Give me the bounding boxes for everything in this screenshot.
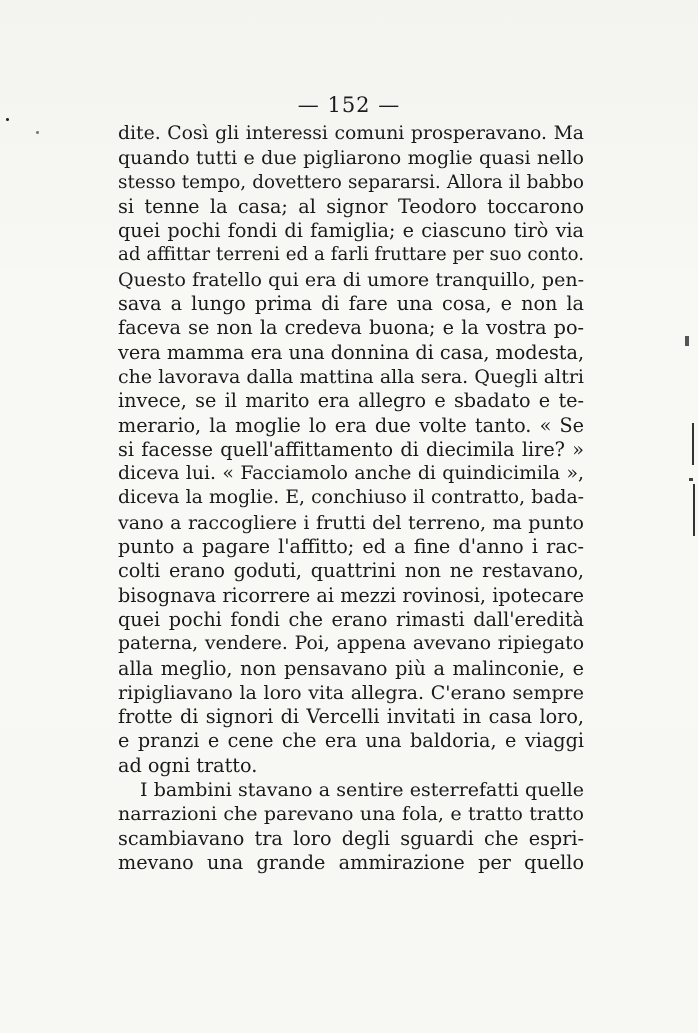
margin-mark [692,423,694,465]
text-line: diceva lui. « Facciamolo anche di quindicimila », [118,463,584,485]
text-line: si facesse quell'affittamento di diecimila lire? » [118,437,584,461]
body-text [118,122,584,875]
text-line: quando tutti e due pigliarono moglie quasi nello [118,147,584,170]
text-line: sava a lungo prima di fare una cosa, e non la [118,292,584,316]
text-line: narrazioni che parevano una fola, e tratto tratto [118,803,584,826]
margin-mark [693,484,695,536]
text-line: faceva se non la credeva buona; e la vostra po- [118,316,584,340]
text-line: merario, la moglie lo era due volte tanto. « Se [118,413,584,437]
text-line: vera mamma era una donnina di casa, modesta, [118,340,584,364]
text-line: e pranzi e cene che era una baldoria, e viaggi [118,729,584,753]
text-line: bisognava ricorrere ai mezzi rovinosi, ipotecare [118,583,584,607]
margin-mark [685,336,689,346]
text-line: scambiavano tra loro degli sguardi che espri- [118,826,584,850]
text-line: quei pochi fondi che erano rimasti dall'eredità [118,607,584,631]
text-line: ad ogni tratto. [118,753,258,777]
text-line: stesso tempo, dovettero separarsi. Allora il babbo [118,171,584,193]
text-line: paterna, vendere. Poi, appena avevano ripiegato [118,633,584,655]
margin-mark [6,118,9,121]
text-line: invece, se il marito era allegro e sbadato e te- [118,389,584,413]
text-line: quei pochi fondi di famiglia; e ciascuno tirò via [118,219,584,243]
text-line: Questo fratello qui era di umore tranquillo, pen- [118,268,584,291]
margin-mark [36,131,39,134]
text-line: frotte di signori di Vercelli invitati in casa loro, [118,705,584,729]
text-line: punto a pagare l'affitto; ed a fine d'anno i rac- [118,535,584,559]
text-line: mevano una grande ammirazione per quello [118,850,584,874]
text-line: vano a raccogliere i frutti del terreno, ma punto [118,511,584,534]
text-line: dite. Così gli interessi comuni prosperavano. Ma [118,123,584,144]
margin-mark [689,478,693,481]
text-line: alla meglio, non pensavano più a malinconie, e [118,656,584,680]
text-line: diceva la moglie. E, conchiuso il contratto, bada- [118,487,584,509]
text-line: ad affittar terreni ed a farli fruttare per suo conto. [118,244,584,266]
text-line: ripigliavano la loro vita allegra. C'erano sempre [118,681,584,704]
text-line: I bambini stavano a sentire esterrefatti quelle [140,779,584,802]
text-line: colti erano goduti, quattrini non ne restavano, [118,559,584,583]
page-number: — 152 — [297,93,401,117]
text-line: si tenne la casa; al signor Teodoro toccarono [118,194,584,218]
text-line: che lavorava dalla mattina alla sera. Quegli altri [118,365,584,388]
